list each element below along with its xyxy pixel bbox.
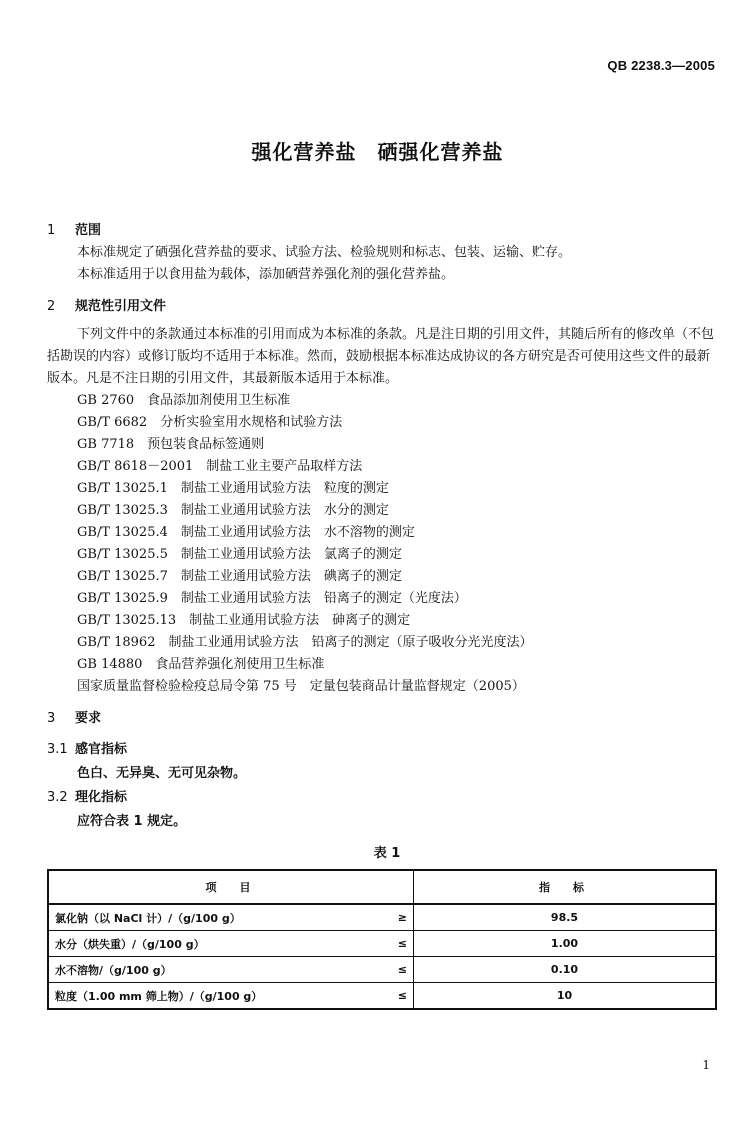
- cell-item: 粒度（1.00 mm 筛上物）/（g/100 g）: [48, 983, 381, 1010]
- section-requirements: [47, 708, 717, 834]
- header-value: 指 标: [414, 870, 717, 904]
- cell-symbol: ≥: [381, 904, 414, 931]
- subsection-heading: [47, 738, 717, 762]
- cell-item: 水分（烘失重）/（g/100 g）: [48, 931, 381, 957]
- section-normative-references: [47, 296, 717, 698]
- subsection-text: 应符合表 1 规定。: [77, 814, 187, 829]
- section-number: 1: [47, 223, 56, 238]
- page-number: 1: [702, 1058, 710, 1072]
- paragraph: 本标准规定了硒强化营养盐的要求、试验方法、检验规则和标志、包装、运输、贮存。: [77, 245, 572, 260]
- table-row: [48, 957, 716, 983]
- subsection-number: 3.2: [47, 790, 68, 805]
- reference-item: 国家质量监督检验检疫总局令第 75 号 定量包装商品计量监督规定（2005）: [77, 679, 525, 694]
- header-item: 项 目: [48, 870, 414, 904]
- subsection-sensory: [47, 738, 717, 786]
- paragraph: 本标准适用于以食用盐为载体，添加硒营养强化剂的强化营养盐。: [77, 267, 455, 282]
- cell-item: 水不溶物/（g/100 g）: [48, 957, 381, 983]
- section-number: 3: [47, 711, 56, 726]
- cell-value: 98.5: [414, 904, 717, 931]
- reference-item: GB/T 13025.5 制盐工业通用试验方法 氯离子的测定: [77, 547, 402, 562]
- cell-value: 1.00: [414, 931, 717, 957]
- subsection-physicochemical: [47, 786, 717, 834]
- table-row: [48, 931, 716, 957]
- subsection-heading: [47, 786, 717, 810]
- spec-table: [47, 869, 717, 1010]
- document-title: 强化营养盐 硒强化营养盐: [251, 140, 504, 164]
- cell-item: 氯化钠（以 NaCl 计）/（g/100 g）: [48, 904, 381, 931]
- section-heading: [47, 708, 717, 730]
- reference-item: GB/T 13025.7 制盐工业通用试验方法 碘离子的测定: [77, 569, 402, 584]
- reference-item: GB/T 6682 分析实验室用水规格和试验方法: [77, 415, 343, 430]
- document-body: [47, 210, 717, 1010]
- section-heading: [47, 220, 717, 242]
- section-scope: [47, 220, 717, 286]
- subsection-title: 感官指标: [75, 742, 128, 757]
- reference-item: GB/T 8618－2001 制盐工业主要产品取样方法: [77, 459, 363, 474]
- table-caption: 表 1: [373, 846, 401, 861]
- section-number: 2: [47, 299, 56, 314]
- reference-item: GB/T 18962 制盐工业通用试验方法 铅离子的测定（原子吸收分光光度法）: [77, 635, 533, 650]
- reference-item: GB 2760 食品添加剂使用卫生标准: [77, 393, 291, 408]
- subsection-text: 色白、无异臭、无可见杂物。: [77, 766, 247, 781]
- subsection-number: 3.1: [47, 742, 68, 757]
- section-title: 要求: [75, 711, 102, 726]
- cell-symbol: ≤: [381, 957, 414, 983]
- table-row: [48, 904, 716, 931]
- section-title: 范围: [75, 223, 102, 238]
- reference-item: GB/T 13025.1 制盐工业通用试验方法 粒度的测定: [77, 481, 389, 496]
- cell-symbol: ≤: [381, 931, 414, 957]
- reference-item: GB 7718 预包装食品标签通则: [77, 437, 265, 452]
- reference-item: GB/T 13025.9 制盐工业通用试验方法 铅离子的测定（光度法）: [77, 591, 467, 606]
- cell-symbol: ≤: [381, 983, 414, 1010]
- reference-item: GB/T 13025.13 制盐工业通用试验方法 砷离子的测定: [77, 613, 411, 628]
- section-heading: [47, 296, 717, 318]
- reference-item: GB 14880 食品营养强化剂使用卫生标准: [77, 657, 325, 672]
- reference-list: [47, 390, 717, 698]
- standard-code: QB 2238.3—2005: [607, 58, 715, 73]
- cell-value: 10: [414, 983, 717, 1010]
- reference-item: GB/T 13025.3 制盐工业通用试验方法 水分的测定: [77, 503, 389, 518]
- section-title: 规范性引用文件: [75, 299, 167, 314]
- reference-item: GB/T 13025.4 制盐工业通用试验方法 水不溶物的测定: [77, 525, 415, 540]
- table-header-row: [48, 870, 716, 904]
- paragraph: 下列文件中的条款通过本标准的引用而成为本标准的条款。凡是注日期的引用文件，其随后所有的修改单（不包括勘误的内容）或修订版均不适用于本标准。然而，鼓励根据本标准达成协议的各方研究是否可使用这些文件的最新版本。凡是不注日期的引用文件，其最新版本适用于本标准。: [47, 327, 715, 386]
- cell-value: 0.10: [414, 957, 717, 983]
- subsection-title: 理化指标: [75, 790, 128, 805]
- table-row: [48, 983, 716, 1010]
